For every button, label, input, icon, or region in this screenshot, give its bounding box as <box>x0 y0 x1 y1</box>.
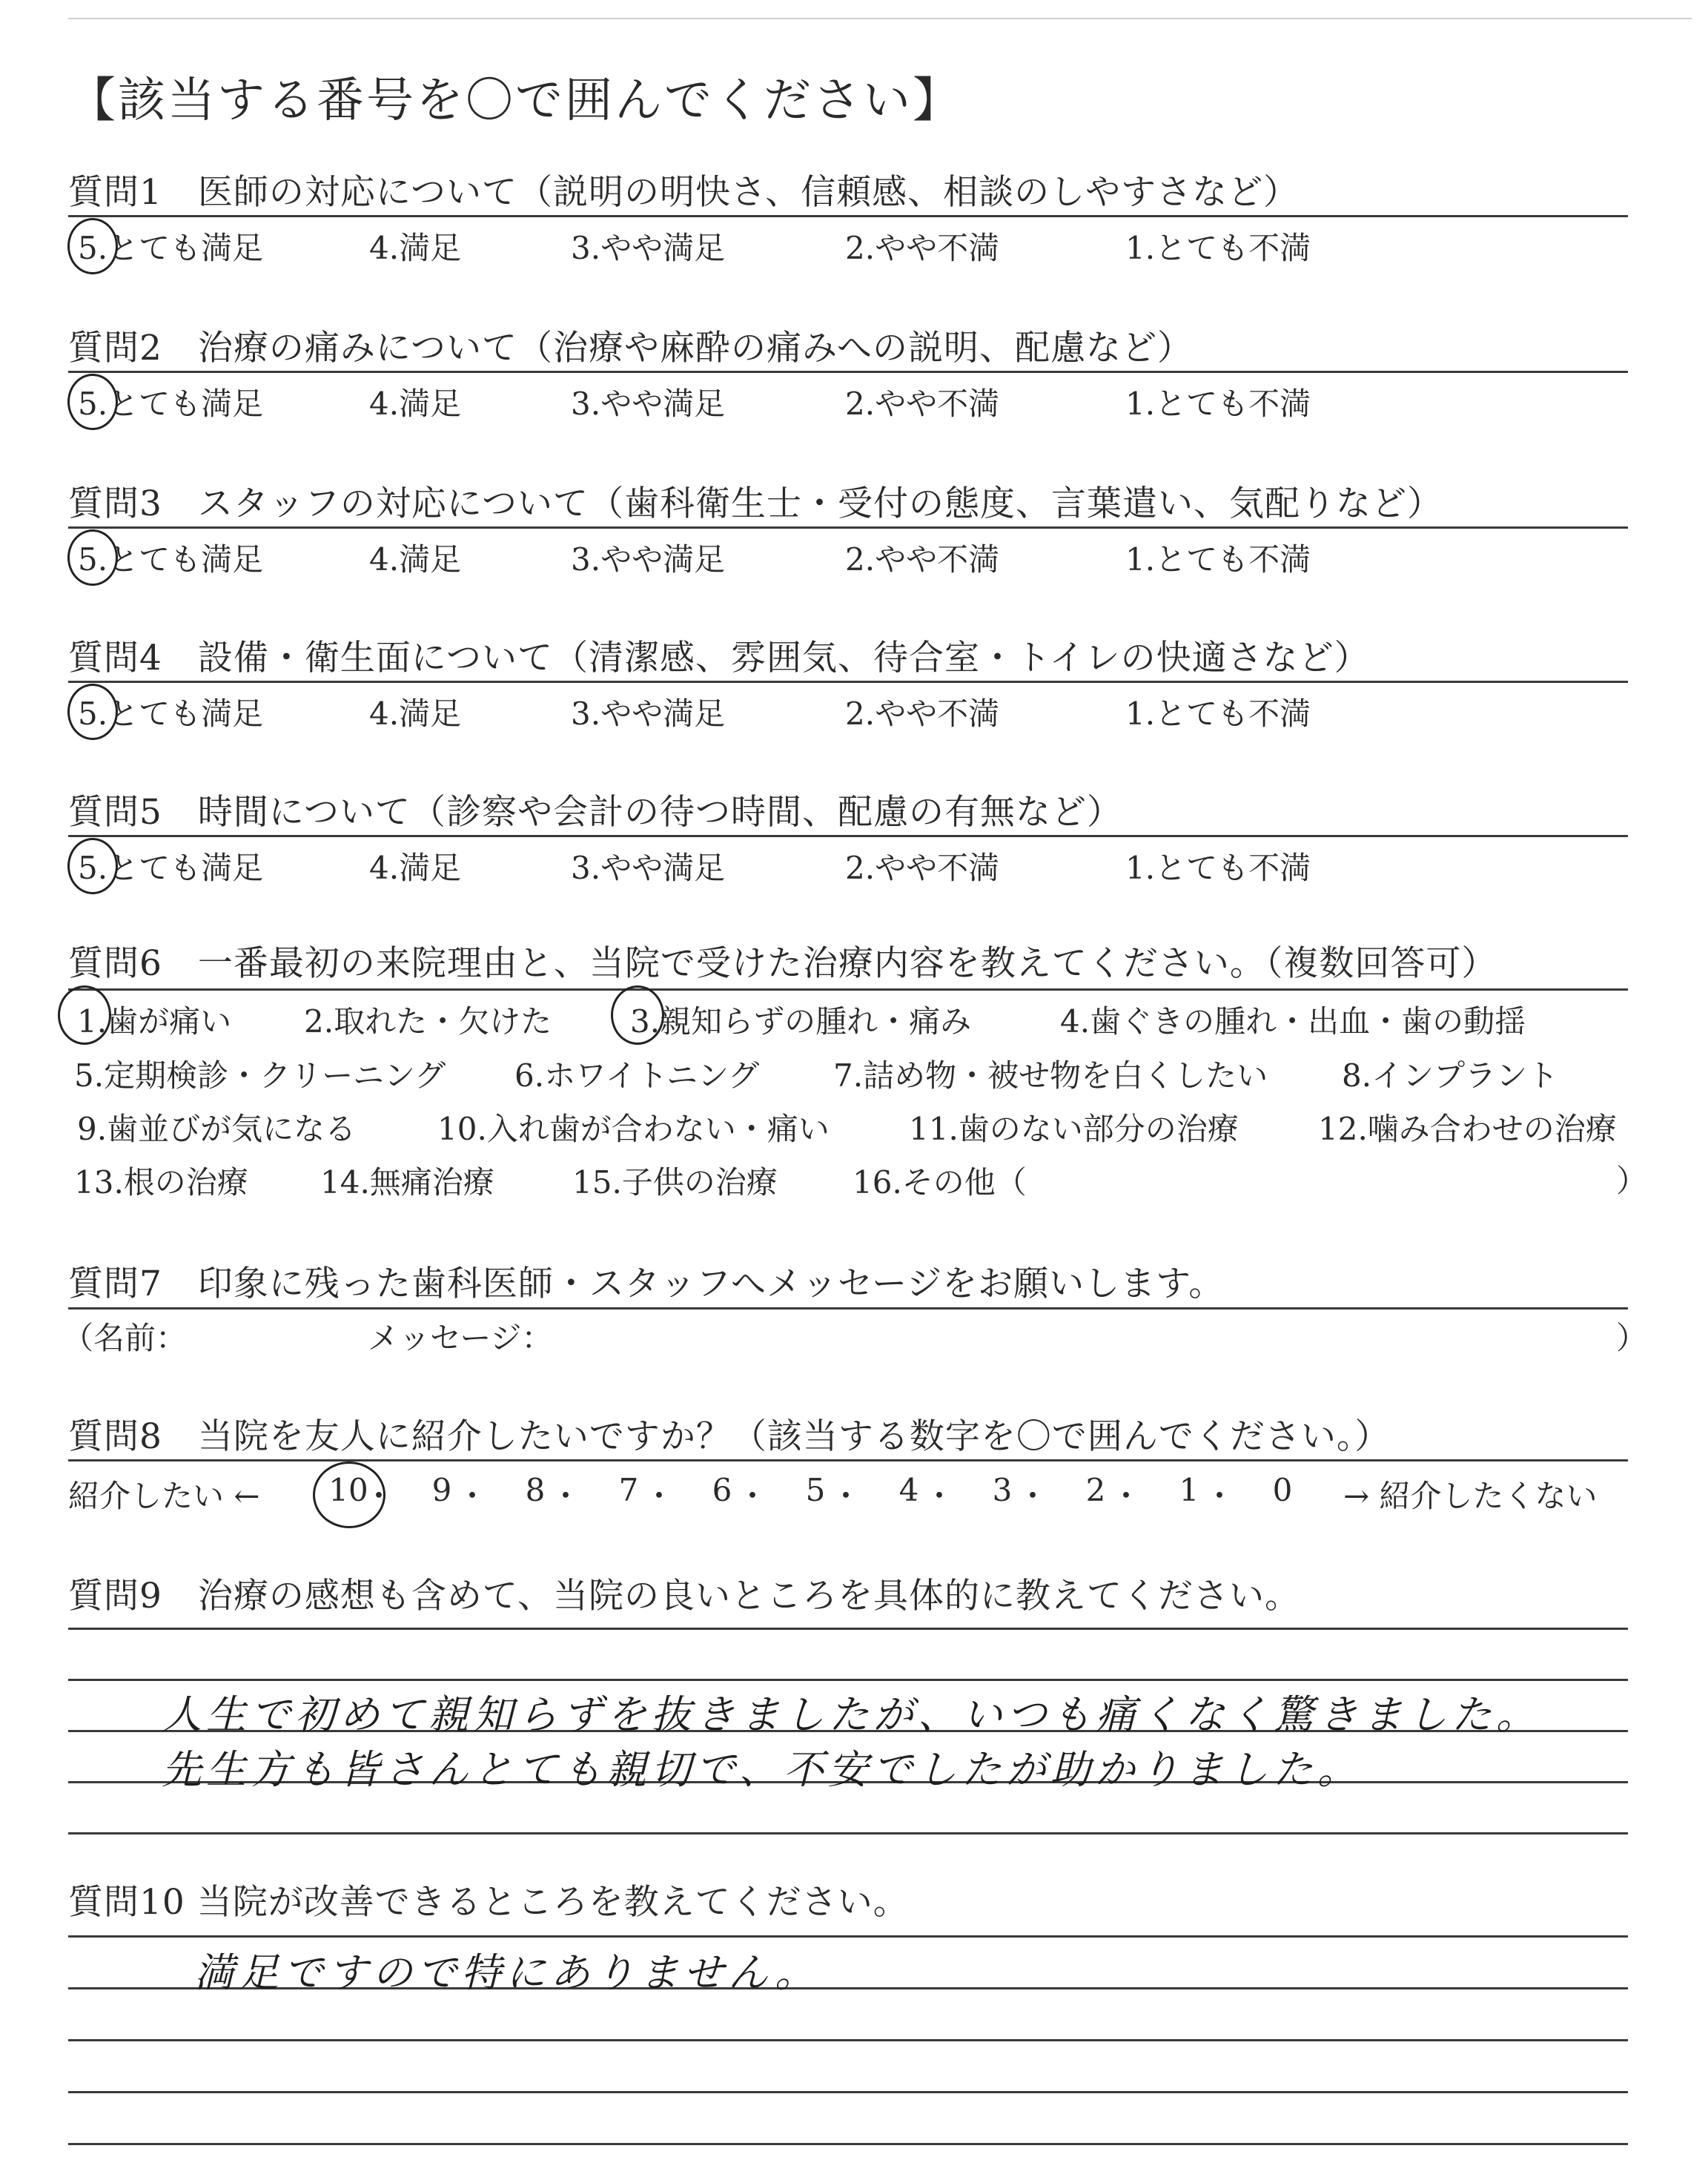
q8-separator: ・ <box>1204 1478 1236 1514</box>
q8-separator: ・ <box>363 1478 395 1514</box>
q6-option-6[interactable]: 6.ホワイトニング <box>514 1057 760 1094</box>
q1-option-3[interactable]: 3.やや満足 <box>571 230 726 266</box>
q1-selected-circle <box>67 218 118 274</box>
q3-option-2[interactable]: 2.やや不満 <box>845 541 1000 578</box>
q6-option-12[interactable]: 12.噛み合わせの治療 <box>1318 1111 1617 1147</box>
q4-rule <box>68 681 1628 683</box>
q3-option-3[interactable]: 3.やや満足 <box>571 541 726 578</box>
q8-separator: ・ <box>737 1478 769 1514</box>
q7-title: 質問7 印象に残った歯科医師・スタッフへメッセージをお願いします。 <box>68 1264 1225 1304</box>
q2-option-4[interactable]: 4.満足 <box>369 386 462 422</box>
q6-title: 質問6 一番最初の来院理由と、当院で受けた治療内容を教えてください。（複数回答可） <box>68 943 1497 984</box>
q8-left-label: 紹介したい ← <box>68 1478 260 1514</box>
q1-option-1[interactable]: 1.とても不満 <box>1125 230 1311 266</box>
q7-rule <box>68 1307 1628 1309</box>
q8-separator: ・ <box>457 1478 489 1514</box>
q10-line-3 <box>68 2039 1628 2041</box>
q8-scale-9[interactable]: 9 <box>431 1472 452 1508</box>
q4-option-4[interactable]: 4.満足 <box>369 696 462 732</box>
q5-option-5[interactable]: 5.とても満足 <box>78 850 264 886</box>
q8-scale-4[interactable]: 4 <box>898 1472 919 1508</box>
q2-option-2[interactable]: 2.やや不満 <box>845 386 1000 422</box>
q10-title: 質問10 当院が改善できるところを教えてください。 <box>68 1882 909 1923</box>
q8-separator: ・ <box>830 1478 862 1514</box>
q6-close-paren: ） <box>1616 1163 1648 1199</box>
q1-rule <box>68 215 1628 217</box>
q1-option-5[interactable]: 5.とても満足 <box>78 230 264 266</box>
q3-option-5[interactable]: 5.とても満足 <box>78 541 264 578</box>
q8-scale-3[interactable]: 3 <box>992 1472 1013 1508</box>
q2-option-3[interactable]: 3.やや満足 <box>571 386 726 422</box>
q4-option-3[interactable]: 3.やや満足 <box>571 696 726 732</box>
q5-option-3[interactable]: 3.やや満足 <box>571 850 726 886</box>
q6-option-15[interactable]: 15.子供の治療 <box>572 1164 778 1200</box>
q5-selected-circle <box>67 838 118 894</box>
q8-scale-5[interactable]: 5 <box>805 1472 826 1508</box>
q6-option-4[interactable]: 4.歯ぐきの腫れ・出血・歯の動揺 <box>1060 1003 1526 1040</box>
q8-scale-7[interactable]: 7 <box>618 1472 639 1508</box>
q9-title: 質問9 治療の感想も含めて、当院の良いところを具体的に教えてください。 <box>68 1576 1300 1616</box>
q4-option-2[interactable]: 2.やや不満 <box>845 696 1000 732</box>
q4-option-1[interactable]: 1.とても不満 <box>1125 696 1311 732</box>
q6-option-10[interactable]: 10.入れ歯が合わない・痛い <box>437 1111 830 1147</box>
q8-separator: ・ <box>924 1478 956 1514</box>
q8-title: 質問8 当院を友人に紹介したいですか？（該当する数字を〇で囲んでください。） <box>68 1416 1391 1457</box>
q9-answer-line-1: 人生で初めて親知らずを抜きましたが、いつも痛くなく驚きました。 <box>162 1691 1540 1738</box>
q5-rule <box>68 835 1628 837</box>
q6-option-9[interactable]: 9.歯並びが気になる <box>77 1111 357 1147</box>
q5-option-2[interactable]: 2.やや不満 <box>845 850 1000 886</box>
q7-message-label: メッセージ： <box>368 1320 553 1356</box>
q6-option-2[interactable]: 2.取れた・欠けた <box>304 1003 552 1040</box>
q6-option-11[interactable]: 11.歯のない部分の治療 <box>909 1111 1239 1147</box>
q8-scale-10[interactable]: 10 <box>328 1472 368 1508</box>
page-heading: 【該当する番号を〇で囲んでください】 <box>68 73 962 128</box>
q8-scale-0[interactable]: 0 <box>1272 1472 1293 1508</box>
q1-option-2[interactable]: 2.やや不満 <box>845 230 1000 266</box>
q10-line-5 <box>68 2143 1628 2145</box>
q5-title: 質問5 時間について（診察や会計の待つ時間、配慮の有無など） <box>68 792 1122 833</box>
q9-line-5 <box>68 1832 1628 1834</box>
q9-answer-line-2: 先生方も皆さんとても親切で、不安でしたが助かりました。 <box>162 1746 1362 1793</box>
q6-option-13[interactable]: 13.根の治療 <box>74 1164 248 1200</box>
q8-scale-6[interactable]: 6 <box>712 1472 732 1508</box>
q8-separator: ・ <box>1110 1478 1142 1514</box>
q8-right-label: → 紹介したくない <box>1343 1478 1598 1514</box>
q6-option-5[interactable]: 5.定期検診・クリーニング <box>74 1057 446 1094</box>
q2-option-5[interactable]: 5.とても満足 <box>78 386 264 422</box>
q9-line-2 <box>68 1679 1628 1681</box>
q6-option-16[interactable]: 16.その他（ <box>853 1164 1027 1200</box>
q7-close-paren: ） <box>1616 1320 1648 1356</box>
q3-rule <box>68 526 1628 529</box>
q3-option-4[interactable]: 4.満足 <box>369 541 462 578</box>
q8-scale-1[interactable]: 1 <box>1179 1472 1199 1508</box>
q9-line-1 <box>68 1628 1628 1630</box>
q2-option-1[interactable]: 1.とても不満 <box>1125 386 1311 422</box>
q3-title: 質問3 スタッフの対応について（歯科衛生士・受付の態度、言葉遣い、気配りなど） <box>68 483 1443 524</box>
q6-option-1[interactable]: 1.歯が痛い <box>77 1003 232 1040</box>
top-border <box>68 18 1692 19</box>
q8-separator: ・ <box>643 1478 675 1514</box>
q2-selected-circle <box>67 374 118 430</box>
q3-selected-circle <box>67 529 118 586</box>
q2-title: 質問2 治療の痛みについて（治療や麻酔の痛みへの説明、配慮など） <box>68 328 1194 369</box>
q8-separator: ・ <box>550 1478 582 1514</box>
q10-line-1 <box>68 1935 1628 1938</box>
q2-rule <box>68 371 1628 373</box>
q8-rule <box>68 1459 1628 1462</box>
q5-option-1[interactable]: 1.とても不満 <box>1125 850 1311 886</box>
q6-option-14[interactable]: 14.無痛治療 <box>320 1164 494 1200</box>
q3-option-1[interactable]: 1.とても不満 <box>1125 541 1311 578</box>
q6-selected-circle-1 <box>58 985 111 1045</box>
q8-scale-2[interactable]: 2 <box>1085 1472 1106 1508</box>
q10-answer-line-1: 満足ですので特にありません。 <box>194 1949 820 1996</box>
q1-title: 質問1 医師の対応について（説明の明快さ、信頼感、相談のしやすさなど） <box>68 172 1300 213</box>
q8-separator: ・ <box>1017 1478 1049 1514</box>
q7-name-label: （名前： <box>62 1320 188 1356</box>
q10-line-4 <box>68 2091 1628 2093</box>
q6-selected-circle-3 <box>611 985 664 1045</box>
q8-scale-8[interactable]: 8 <box>525 1472 546 1508</box>
q6-rule <box>68 988 1628 991</box>
q1-option-4[interactable]: 4.満足 <box>369 230 462 266</box>
q6-option-7[interactable]: 7.詰め物・被せ物を白くしたい <box>833 1057 1268 1094</box>
q4-title: 質問4 設備・衛生面について（清潔感、雰囲気、待合室・トイレの快適さなど） <box>68 638 1370 678</box>
q4-selected-circle <box>67 684 118 740</box>
q6-option-3[interactable]: 3.親知らずの腫れ・痛み <box>630 1003 972 1040</box>
q4-option-5[interactable]: 5.とても満足 <box>78 696 264 732</box>
q5-option-4[interactable]: 4.満足 <box>369 850 462 886</box>
q6-option-8[interactable]: 8.インプラント <box>1342 1057 1559 1094</box>
